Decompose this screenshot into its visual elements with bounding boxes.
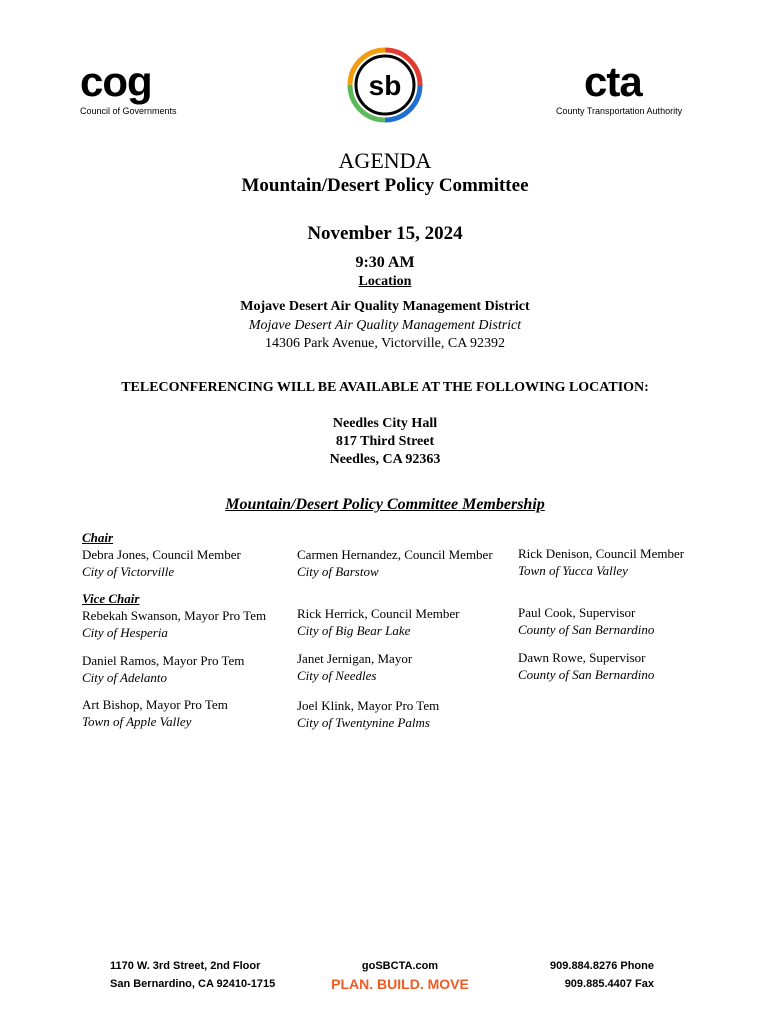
cta-logo-mark: cta bbox=[584, 58, 642, 105]
location-address: 14306 Park Avenue, Victorville, CA 92392 bbox=[264, 336, 506, 351]
member-city: City of Barstow bbox=[297, 564, 379, 579]
member-name: Rebekah Swanson, Mayor Pro Tem bbox=[82, 608, 267, 623]
chair-label: Chair bbox=[82, 530, 114, 545]
member-name: Daniel Ramos, Mayor Pro Tem bbox=[82, 653, 245, 668]
member-entry bbox=[518, 545, 684, 579]
member-entry bbox=[297, 697, 439, 731]
member-city: Town of Yucca Valley bbox=[518, 563, 628, 578]
committee-name: Mountain/Desert Policy Committee bbox=[241, 175, 529, 196]
cog-logo-subtitle: Council of Governments bbox=[80, 106, 177, 116]
membership-heading: Mountain/Desert Policy Committee Membership bbox=[225, 496, 545, 513]
footer-slogan: PLAN. BUILD. MOVE bbox=[331, 976, 469, 992]
location-name-italic: Mojave Desert Air Quality Management District bbox=[248, 318, 522, 333]
footer-contact bbox=[548, 957, 654, 993]
teleconference-notice: TELECONFERENCING WILL BE AVAILABLE AT THE FOLLOWING LOCATION: bbox=[121, 380, 649, 395]
member-city: City of Adelanto bbox=[82, 670, 167, 685]
member-city: Town of Apple Valley bbox=[82, 714, 192, 729]
member-name: Paul Cook, Supervisor bbox=[518, 605, 636, 620]
location-label: Location bbox=[358, 274, 412, 289]
member-name: Janet Jernigan, Mayor bbox=[297, 651, 413, 666]
member-name: Rick Denison, Council Member bbox=[518, 546, 685, 561]
remote-location-city: Needles, CA 92363 bbox=[329, 452, 441, 467]
member-entry bbox=[297, 650, 412, 684]
footer-phone: 909.884.8276 Phone bbox=[550, 960, 654, 972]
member-name: Art Bishop, Mayor Pro Tem bbox=[82, 697, 228, 712]
meeting-date: November 15, 2024 bbox=[307, 223, 463, 244]
vice-chair-label: Vice Chair bbox=[82, 591, 140, 606]
remote-location-name: Needles City Hall bbox=[332, 416, 438, 431]
sb-logo-mark: sb bbox=[368, 70, 402, 101]
member-city: City of Needles bbox=[297, 668, 377, 683]
member-name: Rick Herrick, Council Member bbox=[297, 606, 460, 621]
member-name: Dawn Rowe, Supervisor bbox=[518, 650, 646, 665]
member-entry bbox=[82, 590, 266, 641]
cog-logo-mark: cog bbox=[80, 58, 152, 105]
cta-logo bbox=[556, 58, 706, 116]
member-name: Debra Jones, Council Member bbox=[82, 547, 241, 562]
member-city: City of Twentynine Palms bbox=[297, 715, 430, 730]
cta-logo-subtitle: County Transportation Authority bbox=[556, 106, 683, 116]
member-entry bbox=[518, 649, 654, 683]
member-entry bbox=[82, 652, 244, 686]
footer-address-line2: San Bernardino, CA 92410-1715 bbox=[110, 978, 276, 990]
footer-address-line1: 1170 W. 3rd Street, 2nd Floor bbox=[110, 960, 261, 972]
member-entry bbox=[82, 696, 228, 730]
member-name: Joel Klink, Mayor Pro Tem bbox=[297, 698, 440, 713]
agenda-title: AGENDA bbox=[338, 148, 432, 173]
member-city: County of San Bernardino bbox=[518, 667, 655, 682]
cog-logo bbox=[80, 58, 190, 116]
member-name: Carmen Hernandez, Council Member bbox=[297, 547, 493, 562]
location-name: Mojave Desert Air Quality Management District bbox=[240, 299, 530, 314]
sb-logo-ring bbox=[345, 45, 425, 125]
member-entry bbox=[297, 605, 459, 639]
footer-fax: 909.885.4407 Fax bbox=[564, 978, 654, 990]
meeting-time: 9:30 AM bbox=[355, 254, 415, 271]
sb-logo bbox=[345, 45, 425, 125]
member-entry bbox=[82, 529, 241, 580]
footer-center bbox=[0, 957, 770, 993]
footer-website-link[interactable]: goSBCTA.com bbox=[361, 960, 439, 972]
member-entry bbox=[297, 546, 493, 580]
member-city: City of Victorville bbox=[82, 564, 175, 579]
member-city: City of Hesperia bbox=[82, 625, 168, 640]
member-city: County of San Bernardino bbox=[518, 622, 655, 637]
member-city: City of Big Bear Lake bbox=[297, 623, 411, 638]
member-entry bbox=[518, 604, 654, 638]
remote-location-street: 817 Third Street bbox=[335, 434, 435, 449]
